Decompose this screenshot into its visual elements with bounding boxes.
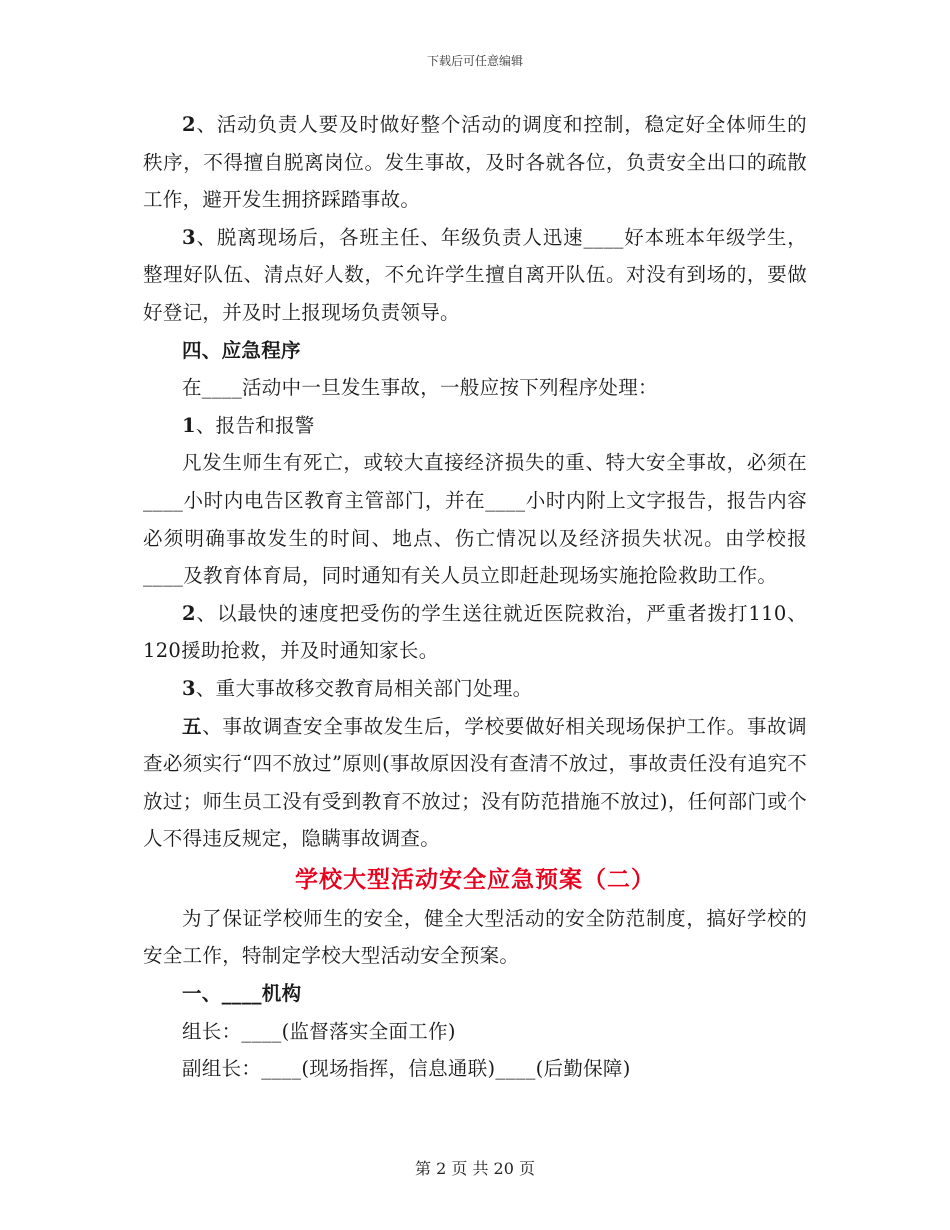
item-number: 2 — [182, 113, 196, 136]
document-body — [143, 106, 807, 1088]
paragraph-investigation — [143, 708, 807, 858]
paragraph-text: 、事故调查安全事故发生后，学校要做好相关现场保护工作。事故调查必须实行“四不放过”原则(事故原因没有查清不放过，事故责任没有追究不放过；师生员工没有受到教育不放过；没有防范措施不放过)，任何部门或个人不得违反规定，隐瞒事故调查。 — [143, 714, 807, 851]
paragraph-leader: 组长：____(监督落实全面工作) — [182, 1019, 456, 1043]
paragraph-deputy-leader: 副组长：____(现场指挥，信息通联)____(后勤保障) — [182, 1057, 631, 1081]
paragraph-text: 、重大事故移交教育局相关部门处理。 — [195, 676, 533, 700]
paragraph-text: 、以最快的速度把受伤的学生送往就近医院救治，严重者拨打110、120援助抢救，并及时通知家长。 — [143, 601, 807, 663]
paragraph-text: 、报告和报警 — [195, 413, 315, 437]
item-number: 3 — [182, 225, 196, 249]
paragraph-item-3 — [143, 219, 807, 332]
paragraph-item-2 — [143, 106, 807, 219]
paragraph-report-detail: 凡发生师生有死亡，或较大直接经济损失的重、特大安全事故，必须在____小时内电告区教育主管部门，并在____小时内附上文字报告，报告内容必须明确事故发生的时间、地点、伤亡情况以及经济损失状况。由学校报____及教育体育局，同时通知有关人员立即赶赴现场实施抢险救助工作。 — [143, 451, 807, 588]
section-number: 五 — [182, 714, 203, 738]
paragraph-transfer — [143, 670, 807, 708]
section-heading-1: 一、____机构 — [182, 982, 302, 1006]
paragraph-text: 、活动负责人要及时做好整个活动的调度和控制，稳定好全体师生的秩序，不得擅自脱离岗位。发生事故，及时各就各位，负责安全出口的疏散工作，避开发生拥挤踩踏事故。 — [143, 113, 807, 212]
paragraph-report — [143, 407, 807, 445]
document-title: 学校大型活动安全应急预案（二） — [295, 866, 655, 893]
paragraph-rescue — [143, 595, 807, 670]
paragraph-purpose: 为了保证学校师生的安全，健全大型活动的安全防范制度，搞好学校的安全工作，特制定学校大型活动安全预案。 — [143, 906, 807, 968]
page-header: 下载后可任意编辑 — [426, 54, 523, 68]
paragraph-procedure-intro: 在____活动中一旦发生事故，一般应按下列程序处理： — [182, 376, 658, 400]
item-number: 3 — [182, 676, 196, 700]
paragraph-text: 、脱离现场后，各班主任、年级负责人迅速____好本班本年级学生，整理好队伍、清点好人数，不允许学生擅自离开队伍。对没有到场的，要做好登记，并及时上报现场负责领导。 — [143, 225, 807, 324]
page-footer: 第 2 页 共 20 页 — [415, 1159, 535, 1178]
item-number: 2 — [182, 601, 196, 625]
section-heading-4: 四、应急程序 — [182, 338, 301, 362]
item-number: 1 — [182, 413, 196, 437]
